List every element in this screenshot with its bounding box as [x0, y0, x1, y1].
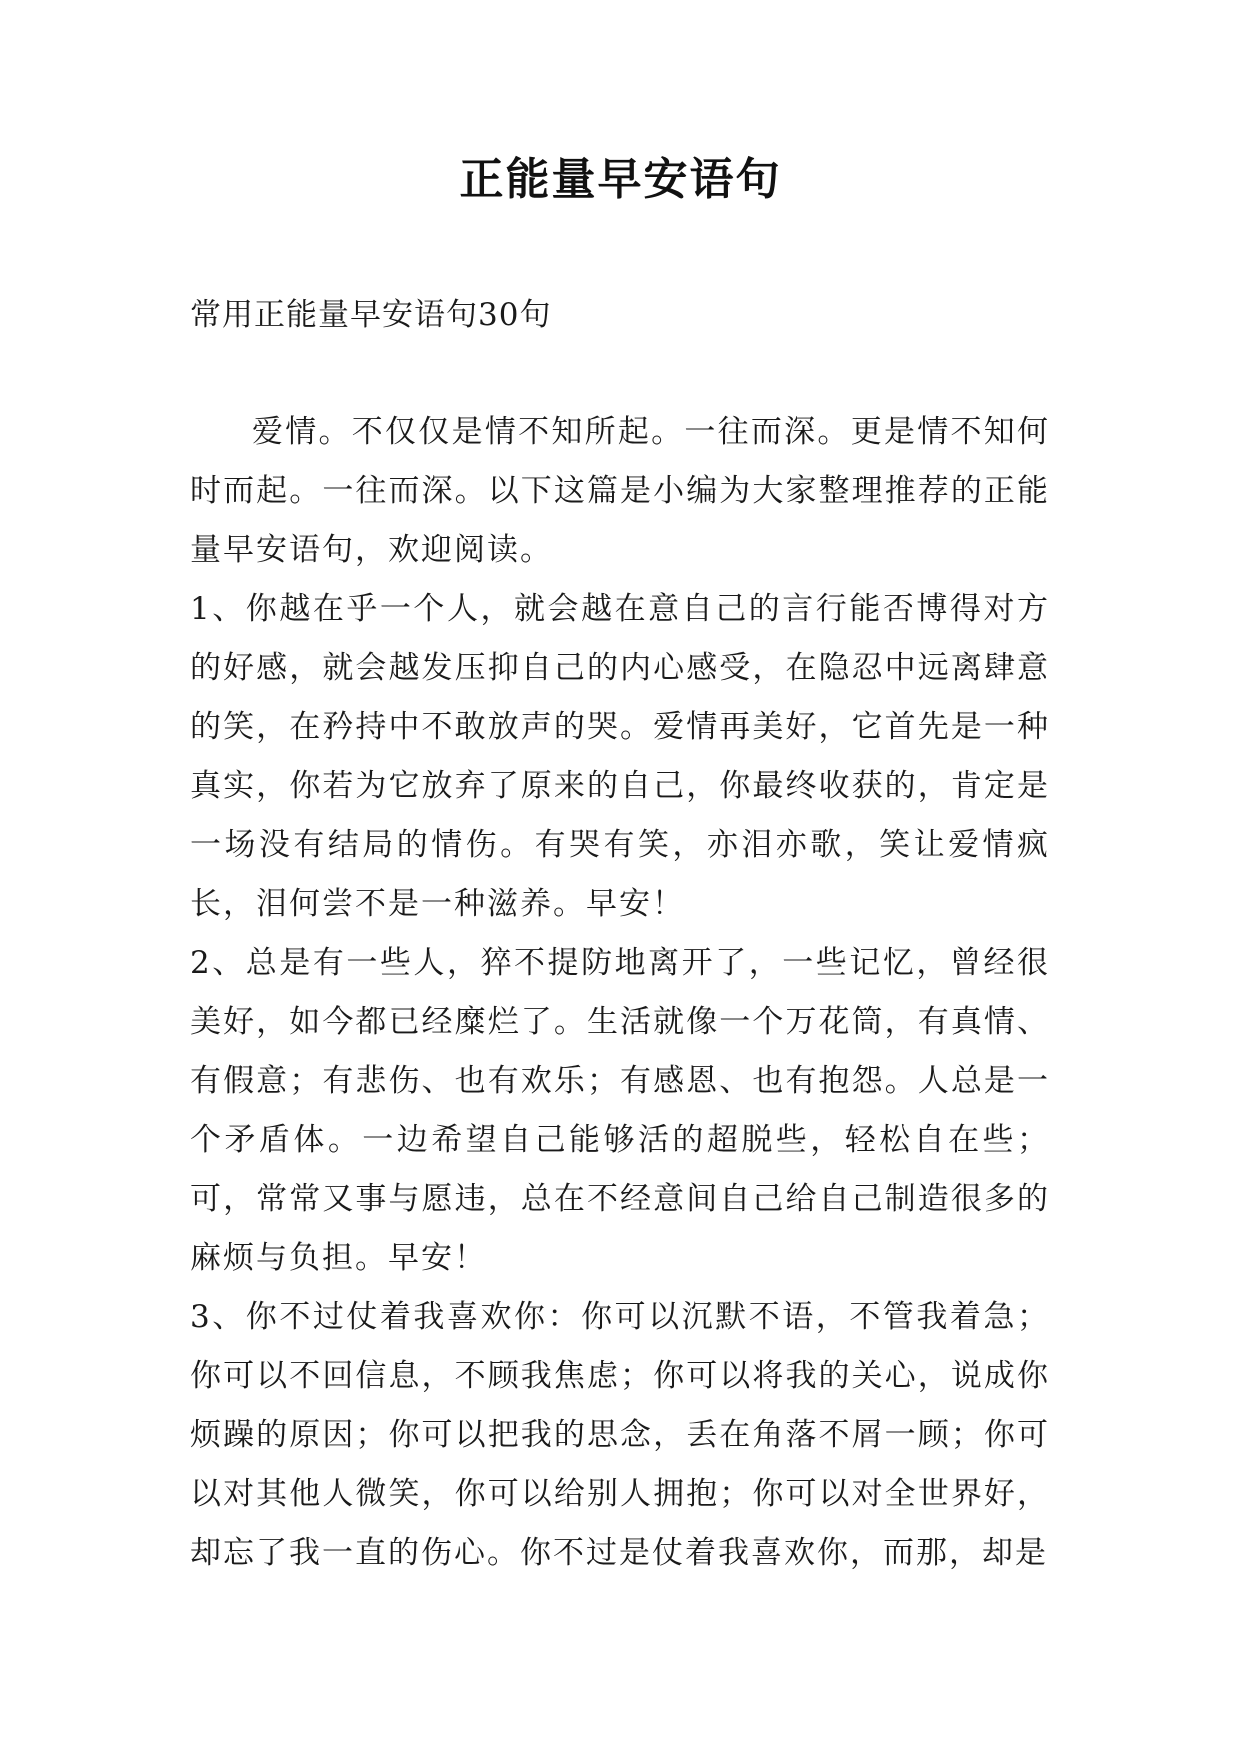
document-subtitle: 常用正能量早安语句30句: [190, 297, 552, 333]
document-body: [190, 403, 1050, 1583]
intro-paragraph: 爱情。不仅仅是情不知所起。一往而深。更是情不知何时而起。一往而深。以下这篇是小编为大家整理推荐的正能量早安语句，欢迎阅读。: [190, 414, 1050, 568]
document-title: 正能量早安语句: [459, 154, 782, 205]
quote-paragraph-1: 1、你越在乎一个人，就会越在意自己的言行能否博得对方的好感，就会越发压抑自己的内心感受，在隐忍中远离肆意的笑，在矜持中不敢放声的哭。爱情再美好，它首先是一种真实，你若为它放弃了原来的自己，你最终收获的，肯定是一场没有结局的情伤。有哭有笑，亦泪亦歌，笑让爱情疯长，泪何尝不是一种滋养。早安！: [190, 591, 1050, 922]
quote-paragraph-3: 3、你不过仗着我喜欢你：你可以沉默不语，不管我着急；你可以不回信息，不顾我焦虑；你可以将我的关心，说成你烦躁的原因；你可以把我的思念，丢在角落不屑一顾；你可以对其他人微笑，你可以给别人拥抱；你可以对全世界好，却忘了我一直的伤心。你不过是仗着我喜欢你，而那，却是: [190, 1299, 1050, 1571]
quote-paragraph-2: 2、总是有一些人，猝不提防地离开了，一些记忆，曾经很美好，如今都已经糜烂了。生活就像一个万花筒，有真情、有假意；有悲伤、也有欢乐；有感恩、也有抱怨。人总是一个矛盾体。一边希望自己能够活的超脱些，轻松自在些；可，常常又事与愿违，总在不经意间自己给自己制造很多的麻烦与负担。早安！: [190, 945, 1050, 1276]
